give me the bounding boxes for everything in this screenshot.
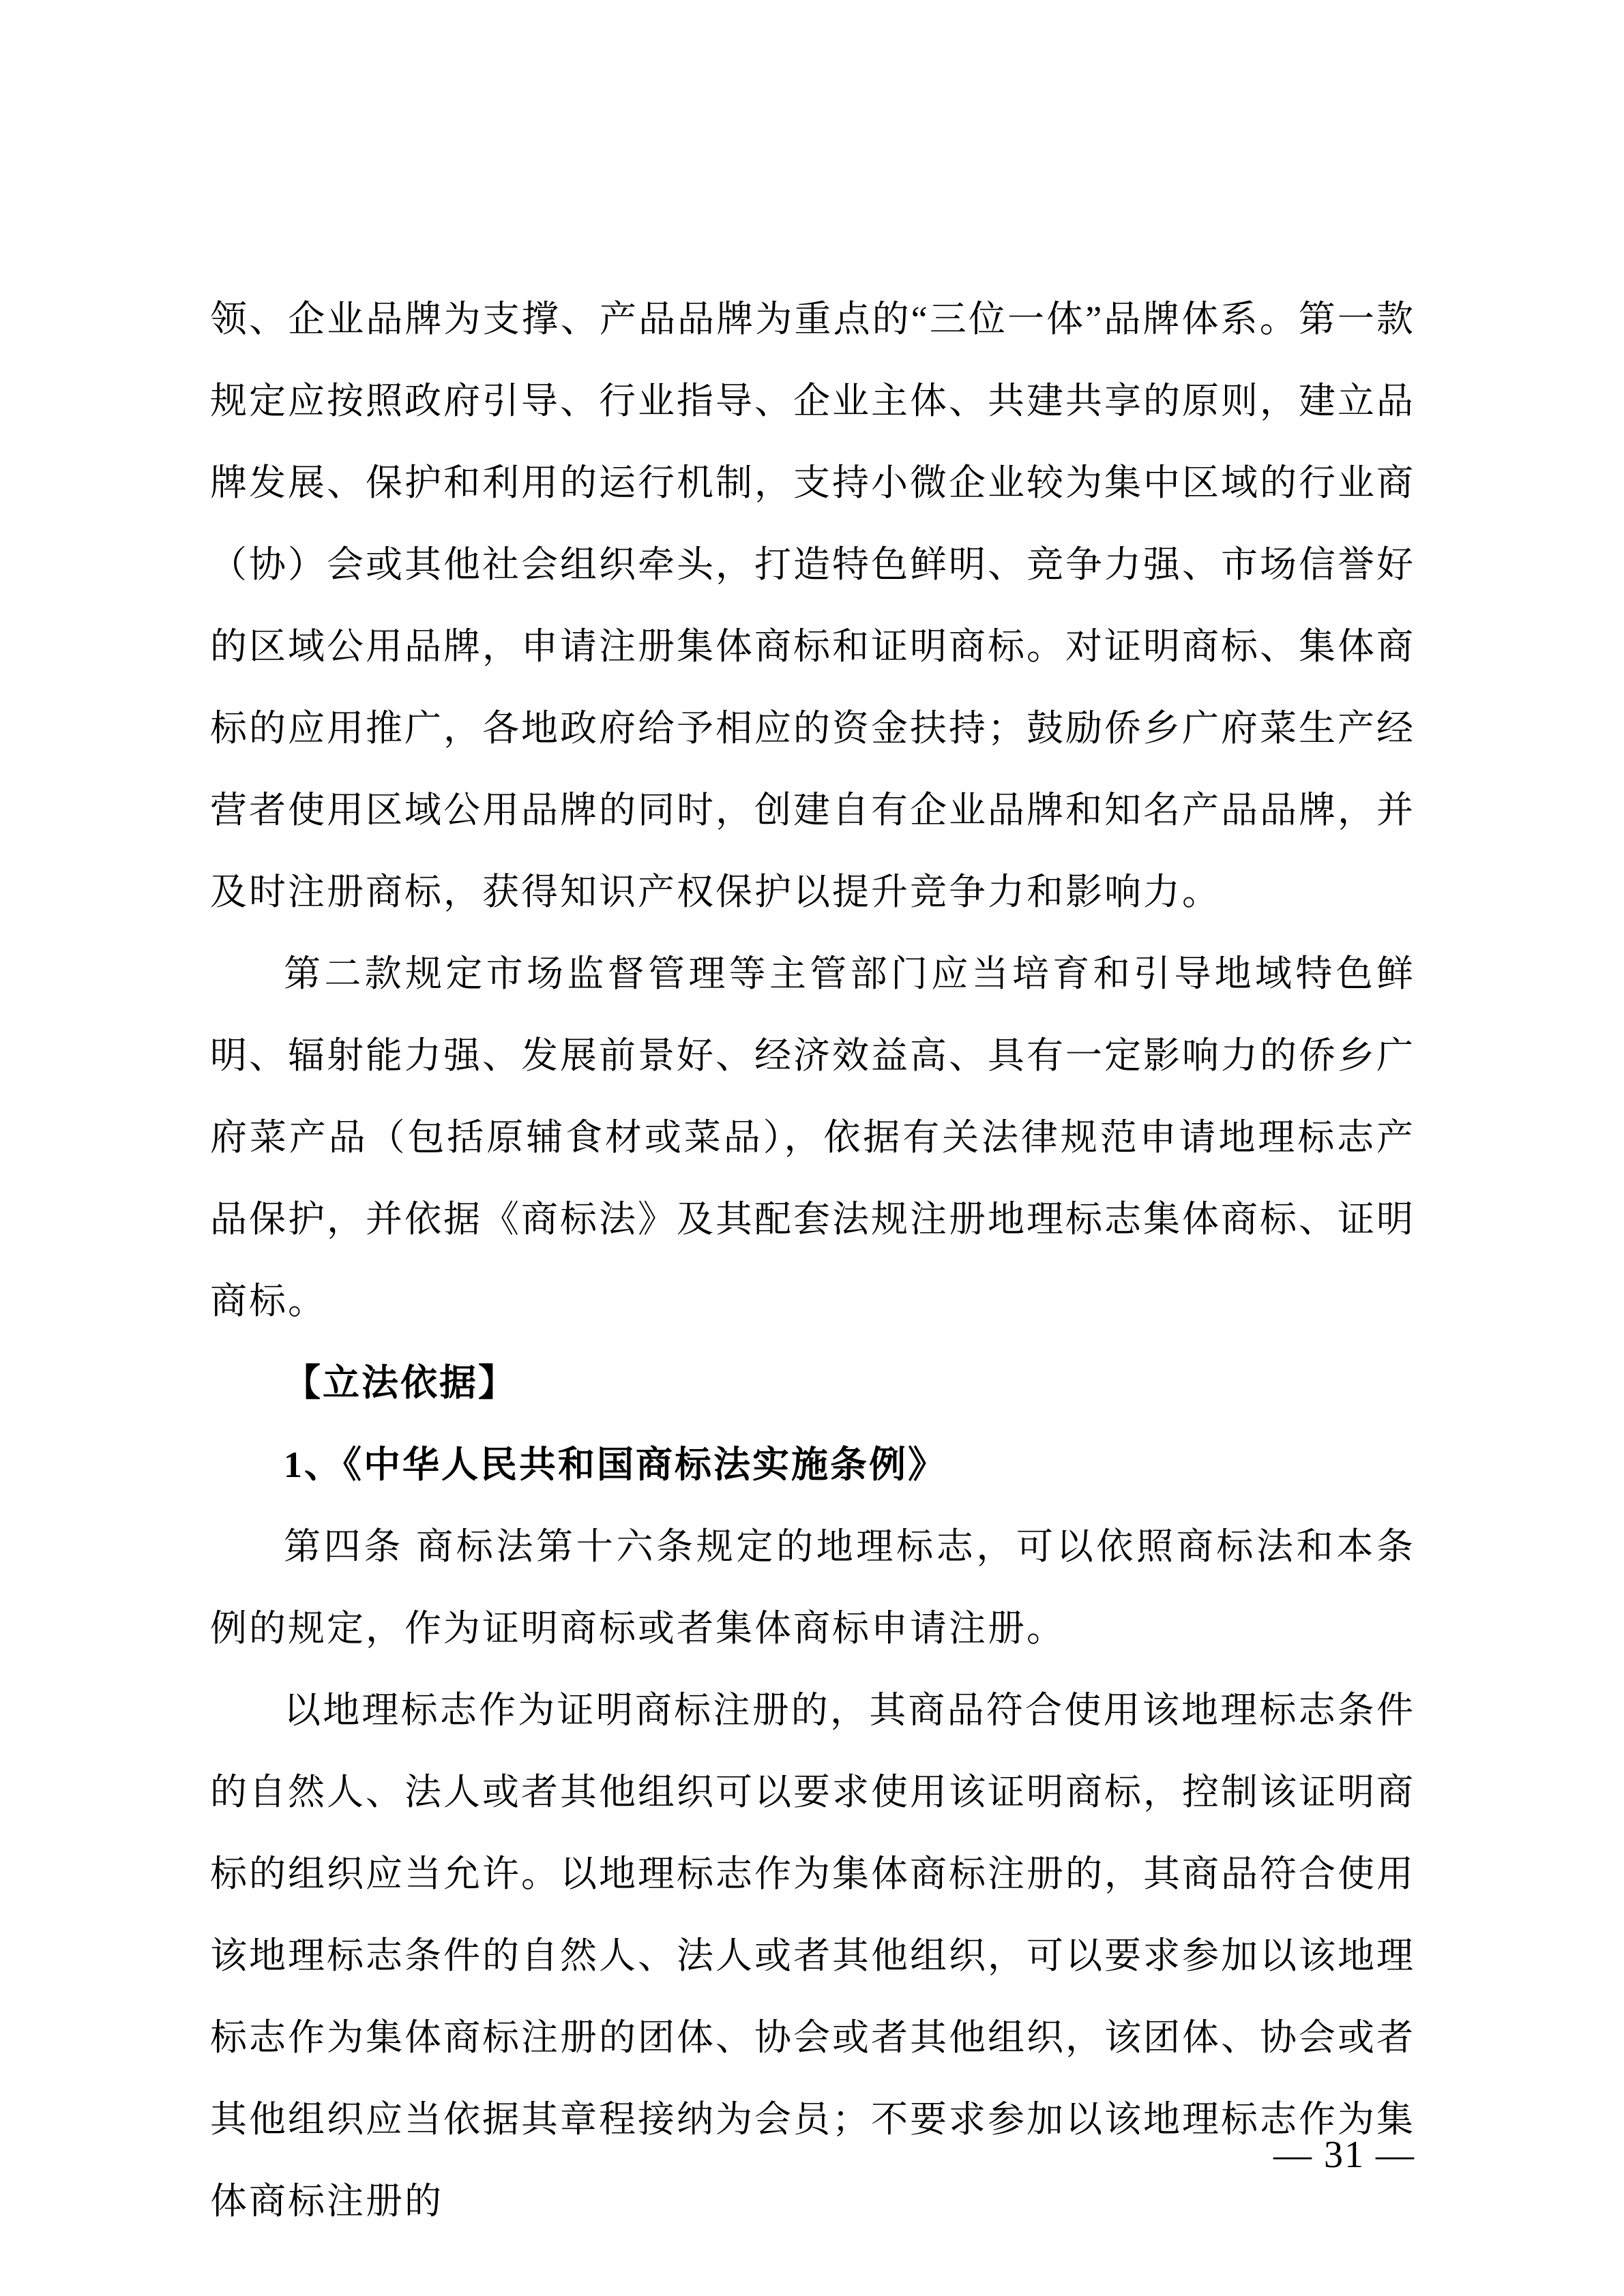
body-paragraph-geographical-indication: 以地理标志作为证明商标注册的，其商品符合使用该地理标志条件的自然人、法人或者其他组织可以要求使用该证明商标，控制该证明商标的组织应当允许。以地理标志作为集体商标注册的，其商品符合使用该地理标志条件的自然人、法人或者其他组织，可以要求参加以该地理标志作为集体商标注册的团体、协会或者其他组织，该团体、协会或者其他组织应当依据其章程接纳为会员；不要求参加以该地理标志作为集体商标注册的 (210, 1690, 1415, 2222)
section-heading-legislative-basis: 【立法依据】 (284, 1362, 517, 1403)
body-paragraph-second-clause: 第二款规定市场监督管理等主管部门应当培育和引导地域特色鲜明、辐射能力强、发展前景好、经济效益高、具有一定影响力的侨乡广府菜产品（包括原辅食材或菜品），依据有关法律规范申请地理标志产品保护，并依据《商标法》及其配套法规注册地理标志集体商标、证明商标。 (210, 953, 1415, 1322)
body-paragraph-brand-system: 领、企业品牌为支撑、产品品牌为重点的“三位一体”品牌体系。第一款规定应按照政府引导、行业指导、企业主体、共建共享的原则，建立品牌发展、保护和利用的运行机制，支持小微企业较为集中区域的行业商（协）会或其他社会组织牵头，打造特色鲜明、竞争力强、市场信誉好的区域公用品牌，申请注册集体商标和证明商标。对证明商标、集体商标的应用推广，各地政府给予相应的资金扶持；鼓励侨乡广府菜生产经营者使用区域公用品牌的同时，创建自有企业品牌和知名产品品牌，并及时注册商标，获得知识产权保护以提升竞争力和影响力。 (210, 299, 1415, 912)
document-body (210, 278, 1415, 2242)
list-item-heading-trademark-regulation-title: 1、《中华人民共和国商标法实施条例》 (284, 1444, 947, 1485)
page-number: — 31 — (1273, 2134, 1415, 2176)
body-paragraph-article-4: 第四条 商标法第十六条规定的地理标志，可以依照商标法和本条例的规定，作为证明商标或者集体商标申请注册。 (210, 1526, 1415, 1649)
